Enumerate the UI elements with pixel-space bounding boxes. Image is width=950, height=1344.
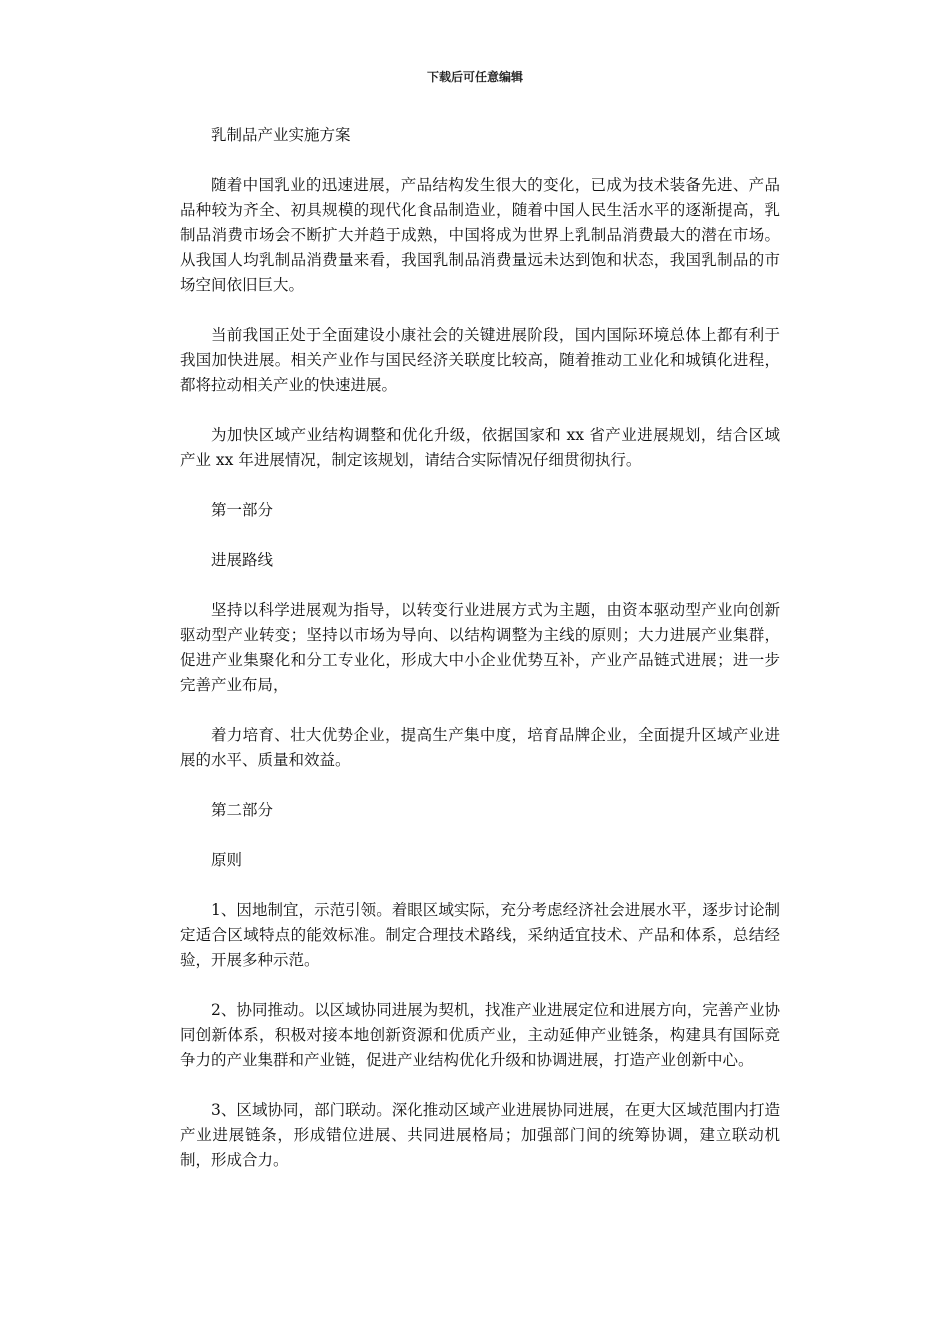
paragraph-purpose: 为加快区域产业结构调整和优化升级，依据国家和 xx 省产业进展规划，结合区域产业 xx 年进展情况，制定该规划，请结合实际情况仔细贯彻执行。	[180, 426, 780, 469]
paragraph-route-1: 坚持以科学进展观为指导，以转变行业进展方式为主题，由资本驱动型产业向创新驱动型产业转变；坚持以市场为导向、以结构调整为主线的原则；大力进展产业集群，促进产业集聚化和分工专业化，形成大中小企业优势互补，产业产品链式进展；进一步完善产业布局，	[180, 601, 780, 694]
principle-item-3: 3、区域协同，部门联动。深化推动区域产业进展协同进展，在更大区域范围内打造产业进展链条，形成错位进展、共同进展格局；加强部门间的统筹协调，建立联动机制，形成合力。	[180, 1101, 780, 1169]
principle-item-1: 1、因地制宜，示范引领。着眼区域实际，充分考虑经济社会进展水平，逐步讨论制定适合区域特点的能效标准。制定合理技术路线，采纳适宜技术、产品和体系，总结经验，开展多种示范。	[180, 901, 780, 969]
section-subheading-principles: 原则	[211, 851, 243, 869]
paragraph-intro: 随着中国乳业的迅速进展，产品结构发生很大的变化，已成为技术装备先进、产品品种较为齐全、初具规模的现代化食品制造业，随着中国人民生活水平的逐渐提高，乳制品消费市场会不断扩大并趋于成熟，中国将成为世界上乳制品消费最大的潜在市场。从我国人均乳制品消费量来看，我国乳制品消费量远未达到饱和状态，我国乳制品的市场空间依旧巨大。	[180, 176, 780, 294]
paragraph-context: 当前我国正处于全面建设小康社会的关键进展阶段，国内国际环境总体上都有利于我国加快进展。相关产业作与国民经济关联度比较高，随着推动工业化和城镇化进程，都将拉动相关产业的快速进展。	[180, 326, 780, 394]
section-heading-part-one: 第一部分	[211, 501, 274, 519]
section-subheading-route: 进展路线	[211, 551, 274, 569]
paragraph-route-2: 着力培育、壮大优势企业，提高生产集中度，培育品牌企业，全面提升区域产业进展的水平、质量和效益。	[180, 726, 780, 769]
header-note: 下载后可任意编辑	[426, 70, 523, 84]
principle-item-2: 2、协同推动。以区域协同进展为契机，找准产业进展定位和进展方向，完善产业协同创新体系，积极对接本地创新资源和优质产业，主动延伸产业链条，构建具有国际竞争力的产业集群和产业链，促进产业结构优化升级和协调进展，打造产业创新中心。	[180, 1001, 780, 1069]
section-heading-part-two: 第二部分	[211, 801, 274, 819]
document-body	[180, 123, 780, 1198]
document-title: 乳制品产业实施方案	[211, 126, 351, 144]
